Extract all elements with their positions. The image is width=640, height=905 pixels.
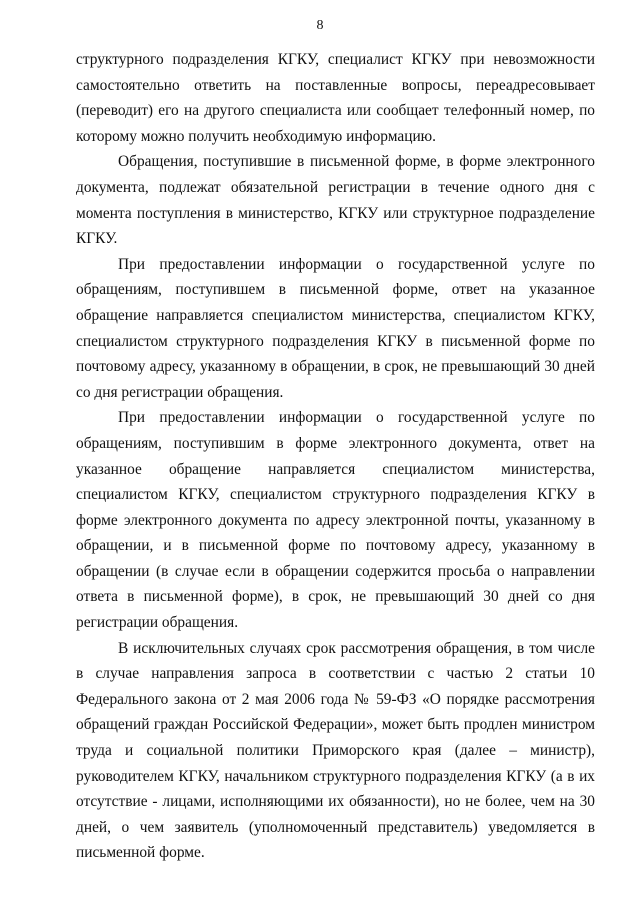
- paragraph: В исключительных случаях срок рассмотрения обращения, в том числе в случае направления запроса в соответствии с частью 2 статьи 10 Федерального закона от 2 мая 2006 года № 59-ФЗ «О порядке рассмотрения обращений граждан Российской Федерации», может быть продлен министром труда и социальной политики Приморского края (далее – министр), руководителем КГКУ, начальником структурного подразделения КГКУ (а в их отсутствие - лицами, исполняющими их обязанности), но не более, чем на 30 дней, о чем заявитель (уполномоченный представитель) уведомляется в письменной форме.: [76, 639, 595, 862]
- paragraph: структурного подразделения КГКУ, специалист КГКУ при невозможности самостоятельно ответить на поставленные вопросы, переадресовывает (переводит) его на другого специалиста или сообщает телефонный номер, по которому можно получить необходимую информацию.: [76, 51, 595, 145]
- document-body: [76, 47, 595, 866]
- paragraph: При предоставлении информации о государственной услуге по обращениям, поступившем в письменной форме, ответ на указанное обращение направляется специалистом министерства, специалистом КГКУ, специалистом структурного подразделения КГКУ в письменной форме по почтовому адресу, указанному в обращении, в срок, не превышающий 30 дней со дня регистрации обращения.: [76, 255, 595, 401]
- paragraph: Обращения, поступившие в письменной форме, в форме электронного документа, подлежат обязательной регистрации в течение одного дня с момента поступления в министерство, КГКУ или структурное подразделение КГКУ.: [76, 153, 595, 248]
- paragraph: При предоставлении информации о государственной услуге по обращениям, поступившим в форме электронного документа, ответ на указанное обращение направляется специалистом министерства, специалистом КГКУ, специалистом структурного подразделения КГКУ в форме электронного документа по адресу электронной почты, указанному в обращении, и в письменной форме по почтовому адресу, указанному в обращении (в случае если в обращении содержится просьба о направлении ответа в письменной форме), в срок, не превышающий 30 дней со дня регистрации обращения.: [76, 409, 595, 632]
- page-number: 8: [316, 18, 324, 33]
